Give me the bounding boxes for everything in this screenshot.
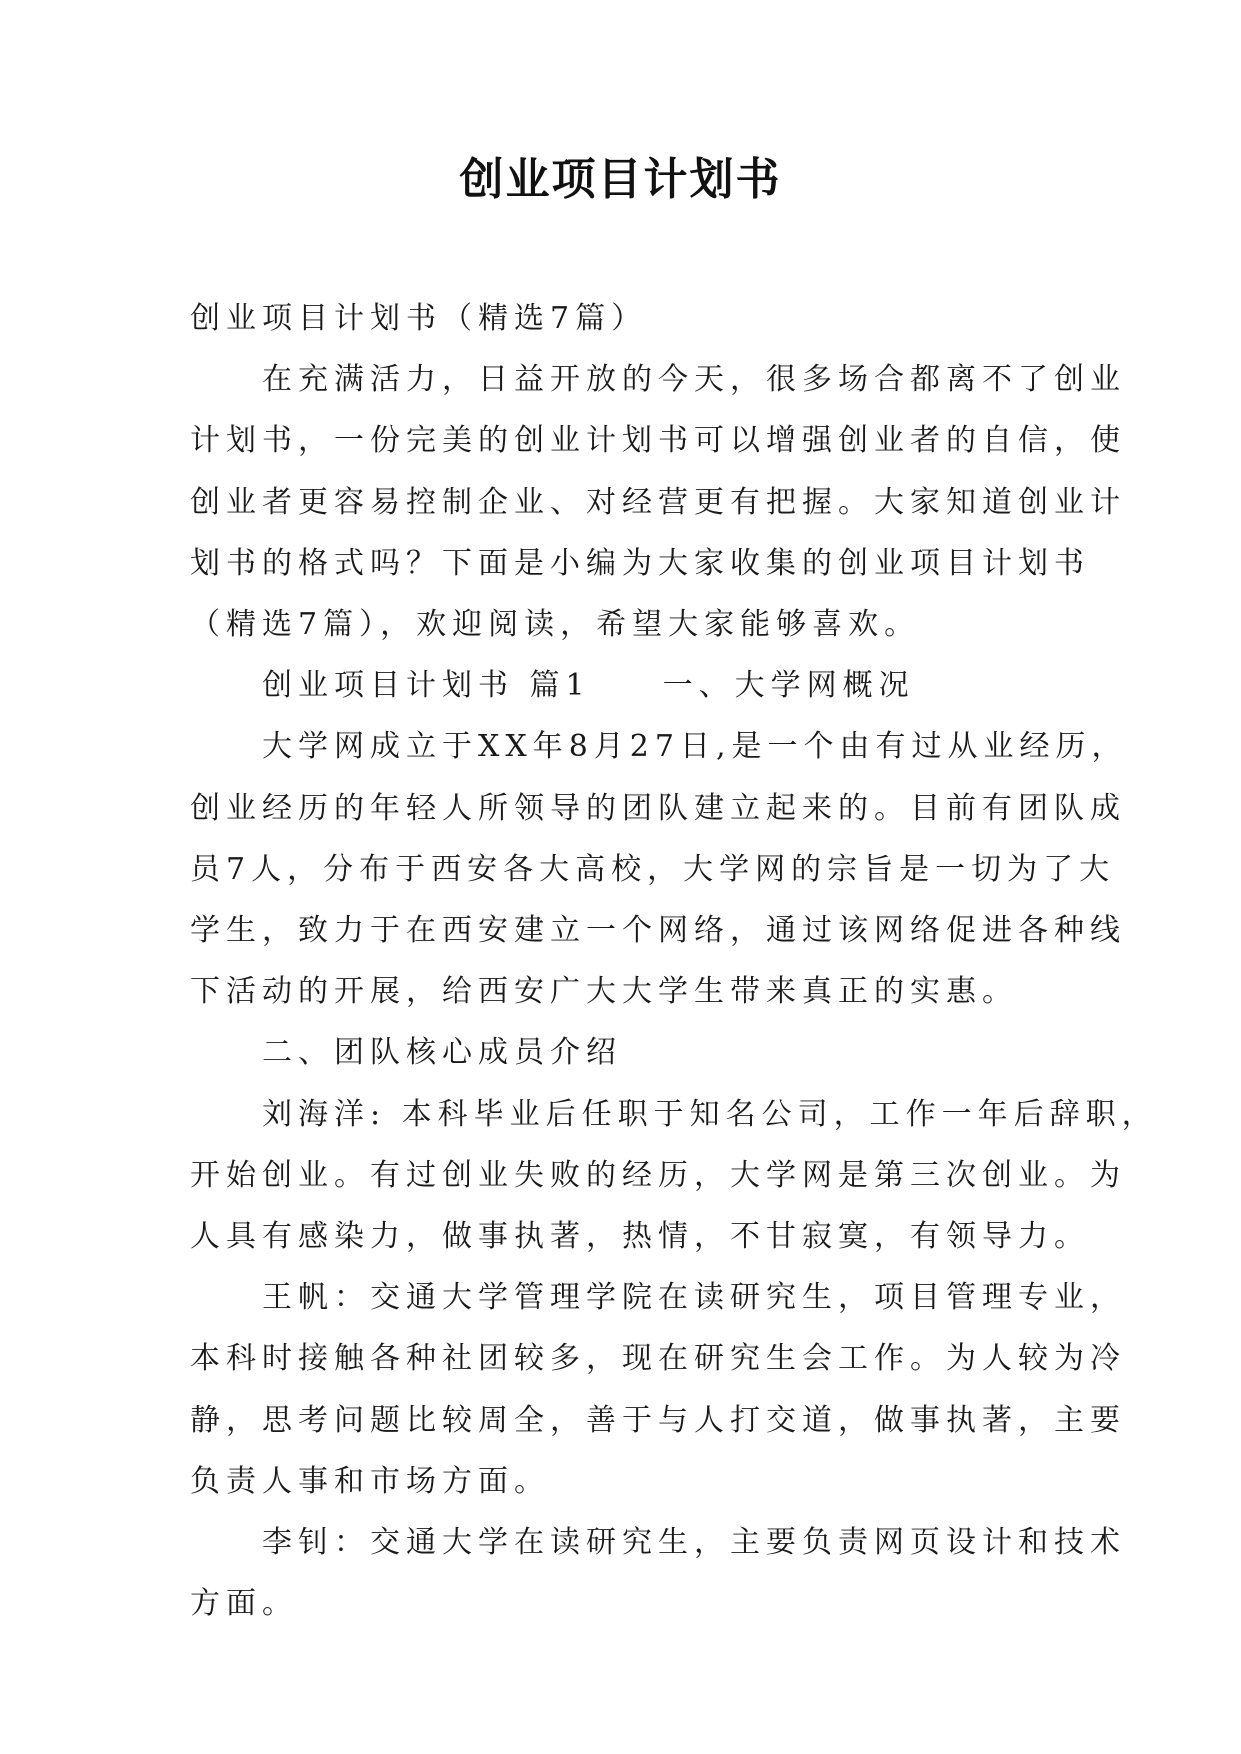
document-line: 创业者更容易控制企业、对经营更有把握。大家知道创业计 <box>190 484 1126 520</box>
document-line: 创业经历的年轻人所领导的团队建立起来的。目前有团队成 <box>190 790 1126 826</box>
document-line: 二、团队核心成员介绍 <box>190 1035 622 1071</box>
document-line: 刘海洋: 本科毕业后任职于知名公司，工作一年后辞职， <box>190 1096 1158 1132</box>
document-line: 人具有感染力，做事执著，热情，不甘寂寞，有领导力。 <box>190 1219 1090 1255</box>
document-line: 创业项目计划书（精选7篇） <box>190 301 648 336</box>
document-title: 创业项目计划书 <box>459 154 782 205</box>
document-line: 在充满活力，日益开放的今天，很多场合都离不了创业 <box>190 362 1126 398</box>
document-line: 静，思考问题比较周全，善于与人打交道，做事执著，主要 <box>190 1402 1126 1438</box>
document-line: 划书的格式吗？下面是小编为大家收集的创业项目计划书 <box>190 545 1090 581</box>
document-line: 大学网成立于XX年8月27日,是一个由有过从业经历， <box>190 729 1128 765</box>
document-line: 下活动的开展，给西安广大大学生带来真正的实惠。 <box>190 974 1018 1010</box>
document-body <box>190 288 1158 1634</box>
document-line: 员7人，分布于西安各大高校，大学网的宗旨是一切为了大 <box>190 851 1116 887</box>
document-line: 负责人事和市场方面。 <box>190 1463 550 1499</box>
document-line: 学生，致力于在西安建立一个网络，通过该网络促进各种线 <box>190 913 1126 949</box>
document-line: 创业项目计划书 篇1 一、大学网概况 <box>190 668 915 704</box>
document-line: 本科时接触各种社团较多，现在研究生会工作。为人较为冷 <box>190 1341 1126 1377</box>
document-line: 计划书，一份完美的创业计划书可以增强创业者的自信，使 <box>190 423 1126 459</box>
document-line: 方面。 <box>190 1586 298 1622</box>
document-line: 开始创业。有过创业失败的经历，大学网是第三次创业。为 <box>190 1157 1126 1193</box>
document-line: （精选7篇），欢迎阅读，希望大家能够喜欢。 <box>190 607 921 643</box>
document-line: 王帆：交通大学管理学院在读研究生，项目管理专业， <box>190 1280 1126 1316</box>
document-line: 李钊：交通大学在读研究生，主要负责网页设计和技术 <box>190 1525 1126 1561</box>
